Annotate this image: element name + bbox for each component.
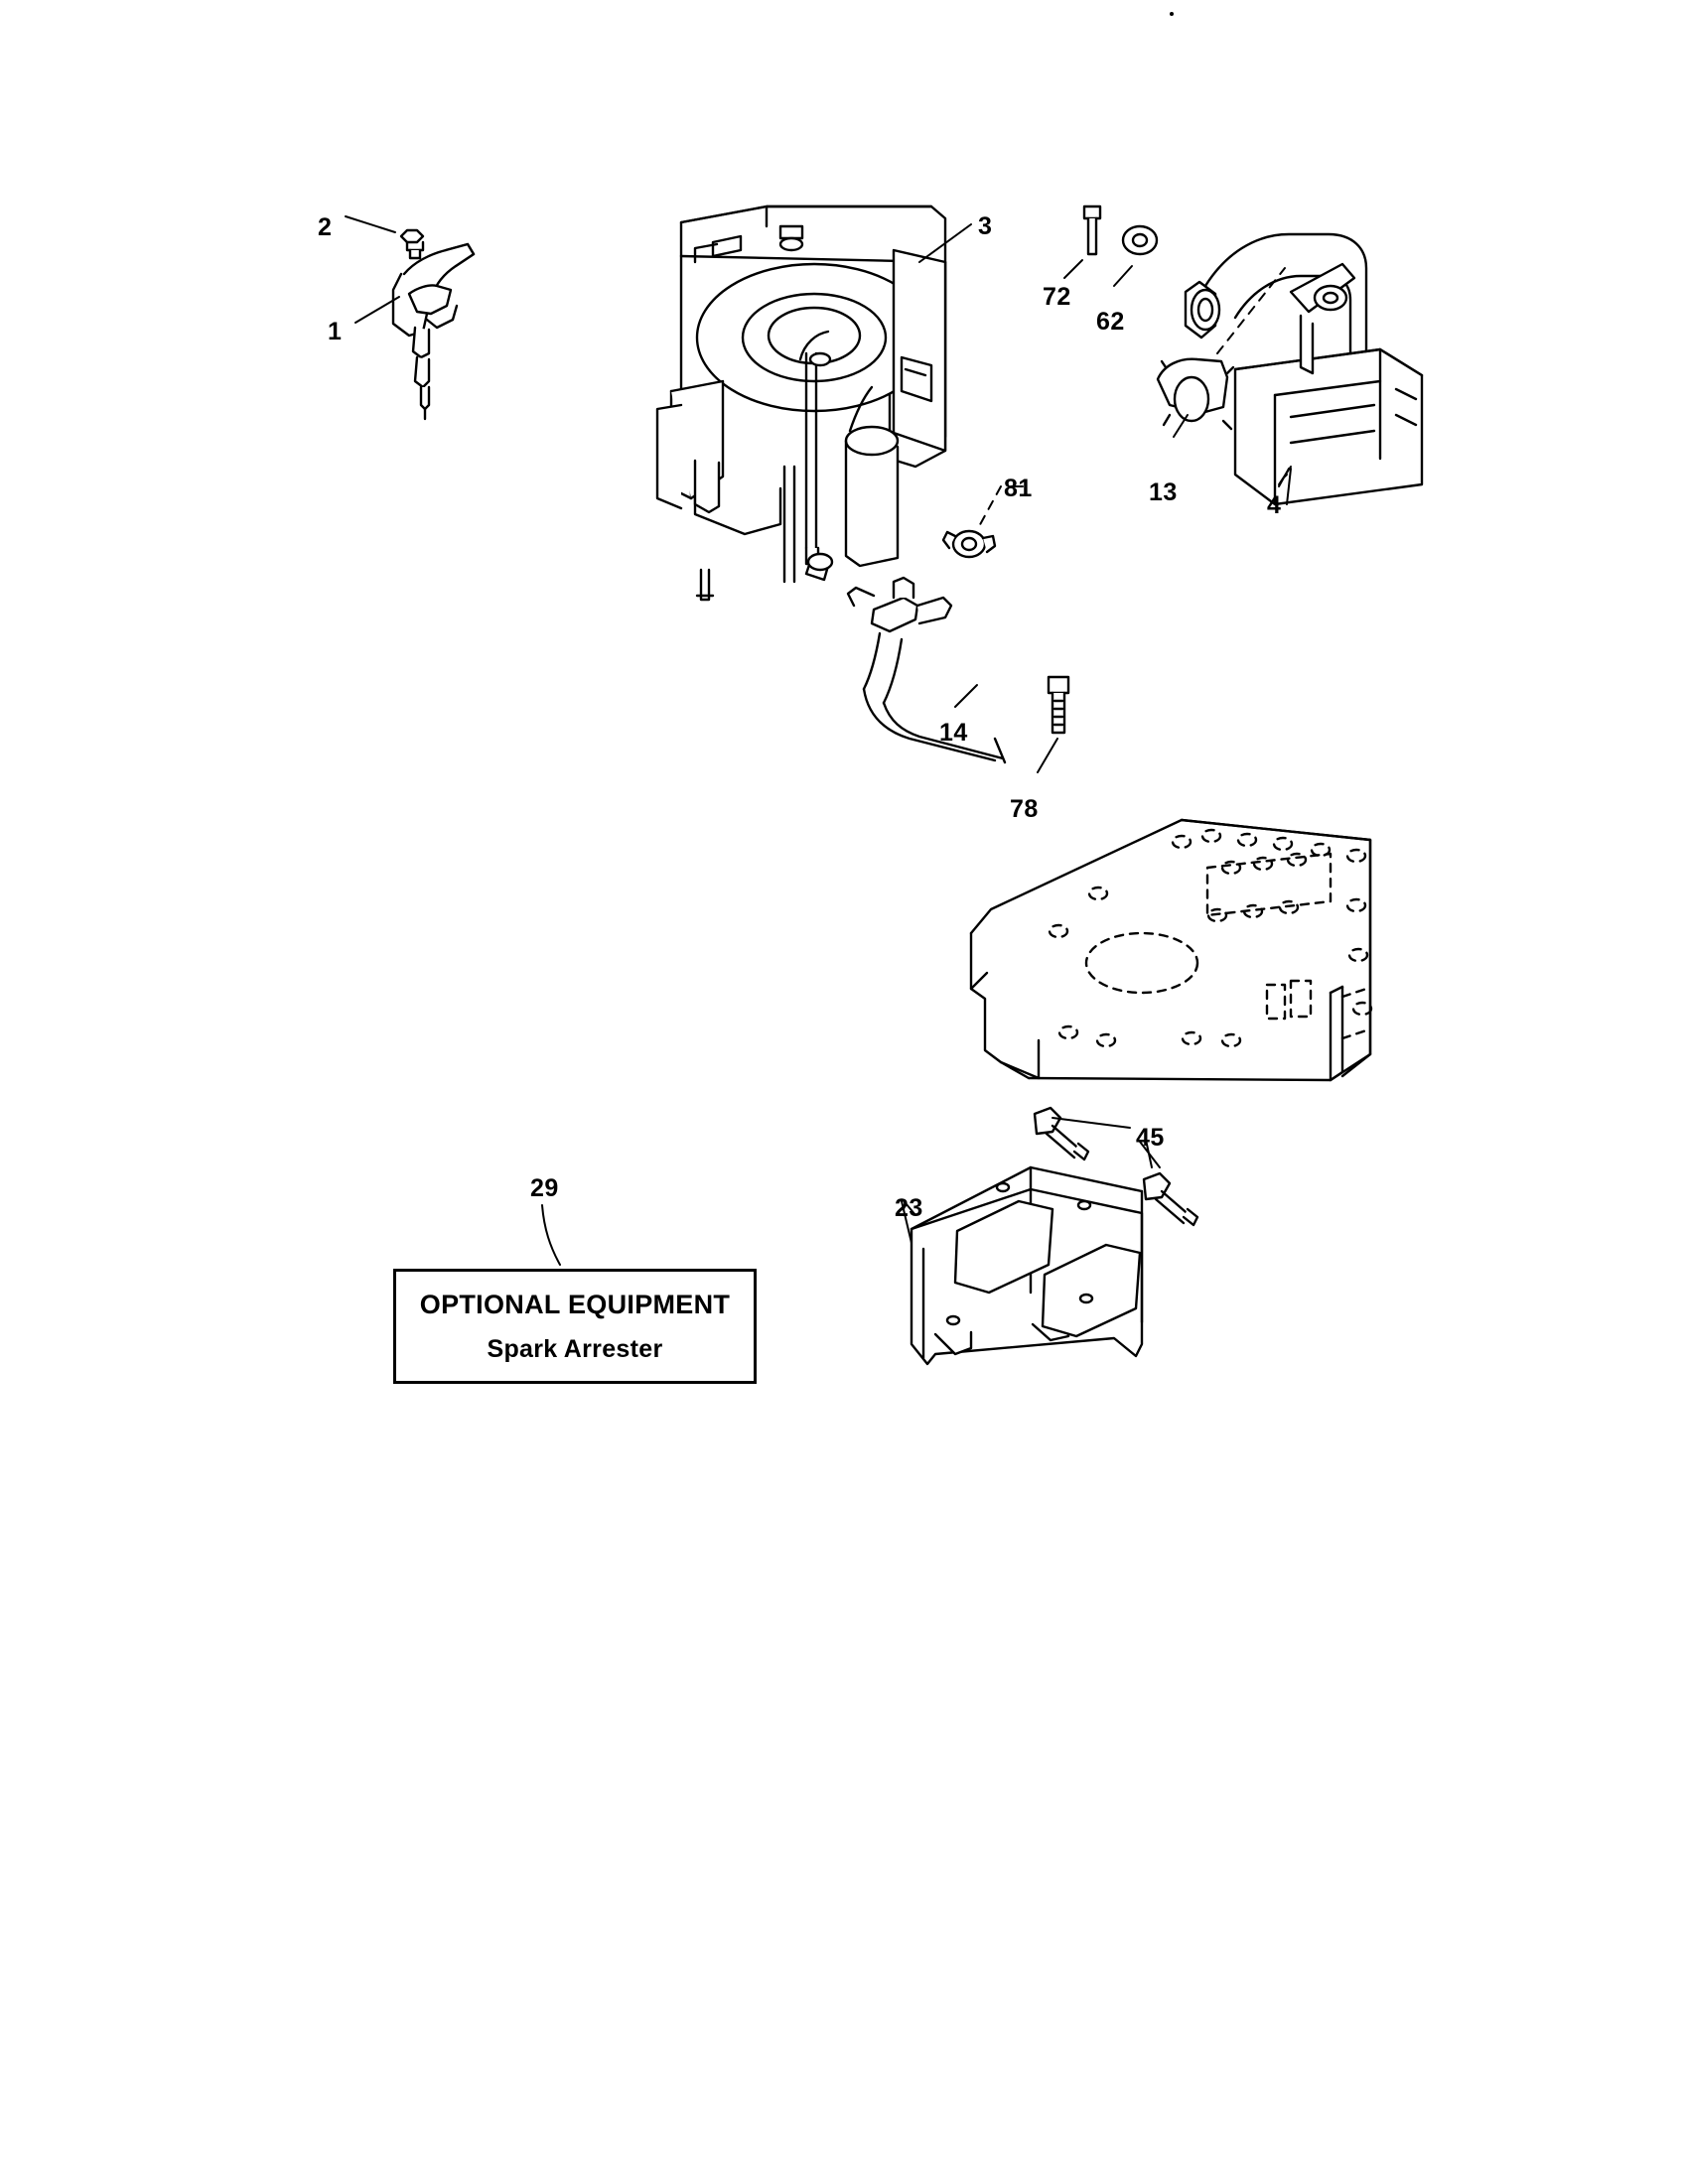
part-gasket-13 <box>1158 359 1233 437</box>
part-throttle-control <box>346 216 474 419</box>
optional-equipment-subheading: Spark Arrester <box>487 1335 663 1363</box>
optional-equipment-box <box>393 1269 757 1384</box>
part-fuel-line <box>848 578 1005 762</box>
callout-78: 78 <box>1010 795 1039 823</box>
callout-2: 2 <box>318 213 333 241</box>
callout-62: 62 <box>1096 308 1125 336</box>
callout-23: 23 <box>895 1194 923 1222</box>
callout-1: 1 <box>328 318 343 345</box>
callout-3: 3 <box>978 212 993 240</box>
callout-14: 14 <box>939 719 968 747</box>
part-chassis-plate <box>971 820 1371 1080</box>
optional-equipment-heading: OPTIONAL EQUIPMENT <box>419 1290 731 1319</box>
page-speck <box>1170 12 1174 16</box>
part-heat-shield <box>902 1167 1142 1364</box>
part-washer-62 <box>1114 226 1157 286</box>
callout-13: 13 <box>1149 478 1178 506</box>
callout-72: 72 <box>1043 283 1071 311</box>
part-bolt-78 <box>1038 677 1068 772</box>
part-bolt-72 <box>1064 206 1100 278</box>
part-engine <box>657 206 971 600</box>
callout-4: 4 <box>1267 491 1282 519</box>
callout-29: 29 <box>530 1174 559 1202</box>
callout-81: 81 <box>1004 475 1033 502</box>
callout-45: 45 <box>1136 1124 1165 1152</box>
leader-29 <box>542 1205 560 1265</box>
